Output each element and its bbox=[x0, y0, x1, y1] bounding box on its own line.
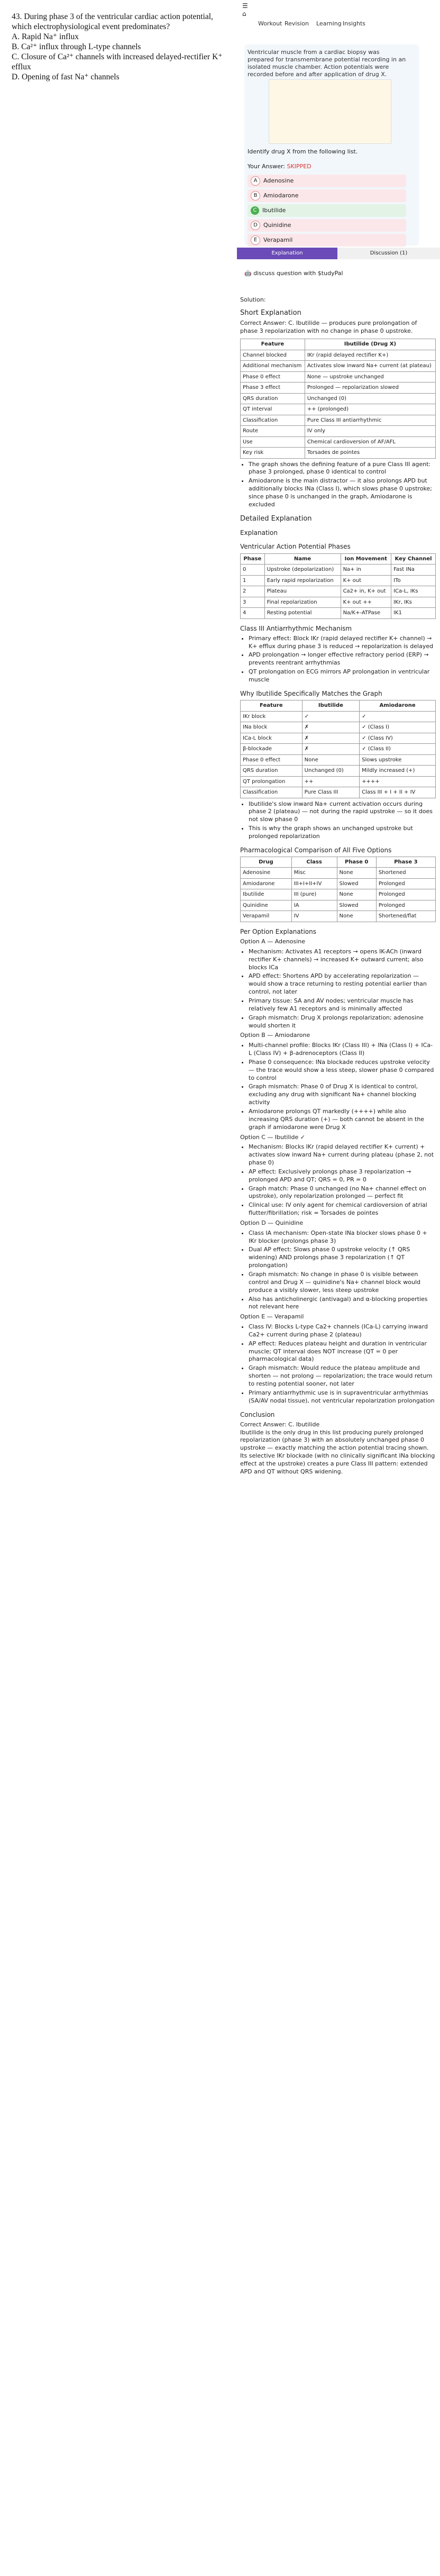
th: Ibutilide bbox=[302, 700, 360, 712]
option-label: D. bbox=[12, 72, 20, 81]
bullet: • This is why the graph shows an unchanged upstroke but prolonged repolarization bbox=[249, 825, 436, 841]
cell: 1 bbox=[241, 575, 265, 586]
cell: IK1 bbox=[391, 608, 436, 619]
cell: Na/K+-ATPase bbox=[341, 608, 391, 619]
cell: ✓ bbox=[302, 711, 360, 722]
option-d[interactable] bbox=[12, 72, 234, 82]
prompt-text bbox=[248, 49, 406, 78]
short-title: Short Explanation bbox=[240, 308, 301, 317]
home-icon[interactable]: ⌂ bbox=[242, 10, 246, 17]
option-label: B. bbox=[12, 42, 20, 51]
option-expl-title: Option D — Quinidine bbox=[240, 1219, 304, 1226]
th: Ibutilide (Drug X) bbox=[305, 339, 435, 350]
short-bullets bbox=[249, 461, 436, 509]
cell: IKr, IKs bbox=[391, 597, 436, 608]
th: Drug bbox=[241, 857, 292, 868]
bullet: • Primary effect: Block IKr (rapid delayed rectifier K+ channel) → K+ efflux during phase 3 is reduced → repolarization is delayed bbox=[249, 635, 436, 651]
th: Feature bbox=[241, 700, 302, 712]
bullet: • Amiodarone is the main distractor — it also prolongs APD but additionally blocks INa (Class I), which slows phase 0 upstroke; since phase 0 is unchanged in the graph, Amiodarone is excluded bbox=[249, 477, 436, 508]
cell: ✓ (Class I) bbox=[360, 722, 436, 733]
option-label: A. bbox=[12, 32, 20, 41]
cell: None bbox=[337, 889, 376, 900]
cell: Slowed bbox=[337, 878, 376, 889]
option-text: Rapid Na⁺ influx bbox=[21, 32, 79, 41]
your-answer bbox=[248, 163, 311, 171]
your-answer-value: SKIPPED bbox=[287, 163, 311, 170]
nav-learning[interactable]: Learning bbox=[316, 20, 342, 27]
cell: 3 bbox=[241, 597, 265, 608]
option-text: Closure of Ca²⁺ channels with increased delayed-rectifier K⁺ efflux bbox=[12, 52, 223, 71]
cell: QRS duration bbox=[241, 766, 302, 777]
cell: IA bbox=[291, 900, 337, 911]
bullet: • The graph shows the defining feature of a pure Class III agent: phase 3 prolonged, phase 0 identical to control bbox=[249, 461, 436, 477]
bullet: • QT prolongation on ECG mirrors AP prolongation in ventricular muscle bbox=[249, 668, 436, 684]
detailed-title: Detailed Explanation bbox=[240, 514, 312, 523]
bullet: • Graph match: Phase 0 unchanged (no Na+ channel effect on upstroke), only repolarization prolonged — perfect fit bbox=[249, 1185, 436, 1201]
bullet: • AP effect: Reduces plateau height and duration in ventricular muscle; QT interval does NOT increase (QT = 0 per pharmacological data) bbox=[249, 1340, 436, 1364]
th: Phase bbox=[241, 553, 265, 565]
prompt-intro: Ventricular muscle from a cardiac biopsy was prepared for transmembrane potential recording in an isolated muscle chamber. Action potentials were recorded before and after application of drug X. bbox=[248, 49, 406, 78]
option-expl-a bbox=[240, 938, 436, 1030]
option-expl-e bbox=[240, 1313, 436, 1405]
discuss-text[interactable]: discuss question with $tudyPal bbox=[253, 270, 343, 277]
cell: Misc bbox=[291, 868, 337, 879]
bullet: • Also has anticholinergic (antivagal) and α-blocking properties not relevant here bbox=[249, 1296, 436, 1312]
cell: ITo bbox=[391, 575, 436, 586]
answer-letter: B bbox=[251, 191, 260, 201]
conclusion-title: Conclusion bbox=[240, 1410, 275, 1418]
cell: IV only bbox=[305, 426, 435, 437]
th: Class bbox=[291, 857, 337, 868]
solution bbox=[240, 296, 436, 1476]
bullet: • APD prolongation → longer effective refractory period (ERP) → prevents reentrant arrhythmias bbox=[249, 651, 436, 667]
answer-letter: A bbox=[251, 176, 260, 186]
option-text: Opening of fast Na⁺ channels bbox=[21, 72, 120, 81]
bullet: • Mechanism: Blocks IKr (rapid delayed rectifier K+ current) + activates slow inward Na+ current during plateau (phase 2, not phase 0) bbox=[249, 1143, 436, 1167]
answer-text: Quinidine bbox=[263, 221, 291, 229]
cell: 4 bbox=[241, 608, 265, 619]
th: Phase 3 bbox=[376, 857, 435, 868]
per-title: Per Option Explanations bbox=[240, 927, 316, 935]
c3-title: Class III Antiarrhythmic Mechanism bbox=[240, 624, 352, 632]
cell: None — upstroke unchanged bbox=[305, 371, 435, 383]
cell: Mildly increased (+) bbox=[360, 766, 436, 777]
option-b[interactable] bbox=[12, 42, 234, 52]
vap-title: Ventricular Action Potential Phases bbox=[240, 543, 351, 551]
solution-label: Solution: bbox=[240, 296, 266, 303]
cell: Activates slow inward Na+ current (at plateau) bbox=[305, 361, 435, 372]
cell: Channel blocked bbox=[241, 350, 305, 361]
cell: Pure Class III bbox=[302, 787, 360, 798]
option-expl-title: Option B — Amiodarone bbox=[240, 1032, 310, 1039]
cell: K+ out bbox=[341, 575, 391, 586]
conclusion-answer: Correct Answer: C. Ibutilide bbox=[240, 1421, 320, 1428]
menu-icon[interactable]: ☰ bbox=[242, 2, 248, 10]
ap-trace-image bbox=[269, 79, 391, 144]
bullet: • Amiodarone prolongs QT markedly (++++) while also increasing QRS duration (+) — both cannot be absent in the graph if amiodarone were Drug X bbox=[249, 1108, 436, 1132]
answer-c[interactable] bbox=[248, 204, 406, 217]
option-expl-title: Option E — Verapamil bbox=[240, 1313, 304, 1321]
cell: Na+ in bbox=[341, 565, 391, 576]
question-block bbox=[12, 12, 234, 82]
option-expl-c bbox=[240, 1134, 436, 1217]
cell: Shortened/flat bbox=[376, 911, 435, 922]
cell: None bbox=[302, 754, 360, 766]
answer-b[interactable] bbox=[248, 189, 406, 202]
bullet: • Primary antiarrhythmic use is in supraventricular arrhythmias (SA/AV nodal tissue), not ventricular repolarization prolongation bbox=[249, 1389, 436, 1405]
option-expl-title: Option A — Adenosine bbox=[240, 938, 306, 945]
cell: Phase 0 effect bbox=[241, 754, 302, 766]
cell: β-blockade bbox=[241, 744, 302, 755]
cell: Early rapid repolarization bbox=[264, 575, 341, 586]
conclusion-text: Ibutilide is the only drug in this list producing purely prolonged repolarization (phase 3) with an absolutely unchanged phase 0 upstroke — exactly matching the action potential tracing shown. Its selective IKr blockade (with no clinically significant INa blocking effect at the upstroke) creates a pure Class III pattern: extended APD and QT without QRS widening. bbox=[240, 1428, 435, 1475]
why-table bbox=[240, 700, 436, 798]
answer-d[interactable] bbox=[248, 219, 406, 232]
cell: Shortened bbox=[376, 868, 435, 879]
cell: INa block bbox=[241, 722, 302, 733]
nav-workout[interactable]: Workout bbox=[258, 20, 282, 27]
discuss-row[interactable] bbox=[244, 270, 343, 278]
cell: ✗ bbox=[302, 733, 360, 744]
tab-explanation[interactable]: Explanation bbox=[237, 248, 337, 259]
answer-a[interactable] bbox=[248, 175, 406, 187]
top-bar bbox=[237, 0, 440, 27]
cell: Slowed bbox=[337, 900, 376, 911]
prompt-question: Identify drug X from the following list. bbox=[248, 148, 358, 155]
th: Key Channel bbox=[391, 553, 436, 565]
bullet: • Graph mismatch: Drug X prolongs repolarization; adenosine would shorten it bbox=[249, 1014, 436, 1030]
cell: Unchanged (0) bbox=[302, 766, 360, 777]
bullet: • Graph mismatch: Phase 0 of Drug X is identical to control, excluding any drug with significant Na+ channel blocking activity bbox=[249, 1083, 436, 1107]
cell: Ibutilide bbox=[241, 889, 292, 900]
cell: Prolonged — repolarization slowed bbox=[305, 383, 435, 394]
cell: ++++ bbox=[360, 776, 436, 787]
option-text: Ca²⁺ influx through L-type channels bbox=[21, 42, 141, 51]
cell: Fast INa bbox=[391, 565, 436, 576]
cell: Prolonged bbox=[376, 889, 435, 900]
cell: Class III + I + II + IV bbox=[360, 787, 436, 798]
cell: K+ out ++ bbox=[341, 597, 391, 608]
nav-revision[interactable]: Revision bbox=[285, 20, 309, 27]
cell: None bbox=[337, 868, 376, 879]
th: Ion Movement bbox=[341, 553, 391, 565]
cell: Prolonged bbox=[376, 900, 435, 911]
bullet: • Graph mismatch: No change in phase 0 is visible between control and Drug X — quinidine's Na+ channel block would produce a visibly slower, less steep upstroke bbox=[249, 1271, 436, 1295]
answer-letter: E bbox=[251, 235, 260, 245]
cell: Prolonged bbox=[376, 878, 435, 889]
cell: Plateau bbox=[264, 586, 341, 597]
cell: IKr block bbox=[241, 711, 302, 722]
bullet: • Graph mismatch: Would reduce the plateau amplitude and shorten — not prolong — repolarization; the trace would return to resting potential sooner, not later bbox=[249, 1364, 436, 1388]
why-bullets bbox=[249, 800, 436, 841]
tabs bbox=[237, 248, 440, 259]
option-c[interactable] bbox=[12, 52, 234, 72]
cell: Resting potential bbox=[264, 608, 341, 619]
study-pane bbox=[237, 0, 440, 2576]
cell: QT interval bbox=[241, 404, 305, 415]
bullet: • Multi-channel profile: Blocks IKr (Class III) + INa (Class I) + ICa-L (Class IV) + β-adrenoceptors (Class II) bbox=[249, 1042, 436, 1058]
answer-letter: C bbox=[251, 206, 259, 215]
cell: 2 bbox=[241, 586, 265, 597]
cell: ++ bbox=[302, 776, 360, 787]
cell: Additional mechanism bbox=[241, 361, 305, 372]
option-a[interactable] bbox=[12, 32, 234, 42]
cell: Chemical cardioversion of AF/AFL bbox=[305, 436, 435, 448]
cell: Verapamil bbox=[241, 911, 292, 922]
answer-text: Verapamil bbox=[263, 236, 293, 243]
answer-e[interactable] bbox=[248, 234, 406, 247]
cell: Final repolarization bbox=[264, 597, 341, 608]
question-stem: 43. During phase 3 of the ventricular cardiac action potential, which electrophysiological event predominates? bbox=[12, 12, 213, 31]
th: Feature bbox=[241, 339, 305, 350]
cell: Unchanged (0) bbox=[305, 393, 435, 404]
cell: Pure Class III antiarrhythmic bbox=[305, 415, 435, 426]
cell: 0 bbox=[241, 565, 265, 576]
cell: ✓ (Class II) bbox=[360, 744, 436, 755]
cell: Use bbox=[241, 436, 305, 448]
answer-letter: D bbox=[251, 221, 260, 230]
answer-text: Adenosine bbox=[263, 177, 294, 184]
cell: ✓ (Class IV) bbox=[360, 733, 436, 744]
tab-discussion[interactable]: Discussion (1) bbox=[337, 248, 440, 259]
your-answer-label: Your Answer: bbox=[248, 163, 286, 170]
answer-text: Ibutilide bbox=[262, 206, 286, 214]
cell: ✗ bbox=[302, 722, 360, 733]
cell: III+I+II+IV bbox=[291, 878, 337, 889]
nav-insights[interactable]: Insights bbox=[343, 20, 366, 27]
bullet: • Dual AP effect: Slows phase 0 upstroke velocity (↑ QRS widening) AND prolongs phase 3 repolarization (↑ QT prolongation) bbox=[249, 1246, 436, 1270]
cell: Upstroke (depolarization) bbox=[264, 565, 341, 576]
bullet: • Class IV: Blocks L-type Ca2+ channels (ICa-L) carrying inward Ca2+ current during phase 2 (plateau) bbox=[249, 1323, 436, 1339]
cell: Slows upstroke bbox=[360, 754, 436, 766]
bot-icon: 🤖 bbox=[244, 270, 252, 277]
option-label: C. bbox=[12, 52, 20, 61]
bullet: • Primary tissue: SA and AV nodes; ventricular muscle has relatively few A1 receptors and is minimally affected bbox=[249, 997, 436, 1013]
cell: Quinidine bbox=[241, 900, 292, 911]
cell: ICa-L block bbox=[241, 733, 302, 744]
cell: IKr (rapid delayed rectifier K+) bbox=[305, 350, 435, 361]
vap-table bbox=[240, 553, 436, 619]
cell: Key risk bbox=[241, 448, 305, 459]
bullet: • Mechanism: Activates A1 receptors → opens IK-ACh (inward rectifier K+ channels) → increased K+ outward current; also blocks ICa bbox=[249, 948, 436, 972]
bullet: • Clinical use: IV only agent for chemical cardioversion of atrial flutter/fibrillation; risk = Torsades de pointes bbox=[249, 1201, 436, 1217]
explanation-label: Explanation bbox=[240, 529, 278, 537]
pharm-title: Pharmacological Comparison of All Five Options bbox=[240, 846, 392, 854]
option-expl-title: Option C — Ibutilide ✓ bbox=[240, 1133, 306, 1141]
cell: ✓ bbox=[360, 711, 436, 722]
cell: ICa-L, IKs bbox=[391, 586, 436, 597]
cell: III (pure) bbox=[291, 889, 337, 900]
bullet: • Class IA mechanism: Open-state INa blocker slows phase 0 + IKr blocker (prolongs phase 3) bbox=[249, 1230, 436, 1245]
cell: Adenosine bbox=[241, 868, 292, 879]
cell: Classification bbox=[241, 787, 302, 798]
th: Phase 0 bbox=[337, 857, 376, 868]
bullet: • AP effect: Exclusively prolongs phase 3 repolarization → prolonged APD and QT; QRS = 0, PR = 0 bbox=[249, 1168, 436, 1184]
short-answer: Correct Answer: C. Ibutilide — produces pure prolongation of phase 3 repolarization with no change in phase 0 upstroke. bbox=[240, 320, 417, 335]
cell: Amiodarone bbox=[241, 878, 292, 889]
cell: Classification bbox=[241, 415, 305, 426]
cell: Route bbox=[241, 426, 305, 437]
option-expl-b bbox=[240, 1032, 436, 1131]
cell: QT prolongation bbox=[241, 776, 302, 787]
th: Name bbox=[264, 553, 341, 565]
pharm-table bbox=[240, 857, 436, 922]
cell: Torsades de pointes bbox=[305, 448, 435, 459]
cell: Phase 0 effect bbox=[241, 371, 305, 383]
cell: IV bbox=[291, 911, 337, 922]
cell: QRS duration bbox=[241, 393, 305, 404]
bullet: • Ibutilide's slow inward Na+ current activation occurs during phase 2 (plateau) — not during the rapid upstroke — so it does not slow phase 0 bbox=[249, 800, 436, 824]
bullet: • Phase 0 consequence: INa blockade reduces upstroke velocity — the trace would show a less steep, slower phase 0 compared to control bbox=[249, 1059, 436, 1082]
answer-text: Amiodarone bbox=[263, 192, 299, 199]
cell: Ca2+ in, K+ out bbox=[341, 586, 391, 597]
option-expl-d bbox=[240, 1219, 436, 1311]
why-title: Why Ibutilide Specifically Matches the Graph bbox=[240, 689, 382, 697]
short-table bbox=[240, 339, 436, 459]
c3-bullets bbox=[249, 635, 436, 684]
cell: None bbox=[337, 911, 376, 922]
bullet: • APD effect: Shortens APD by accelerating repolarization — would show a trace returning to resting potential earlier than control, not later bbox=[249, 972, 436, 996]
cell: ++ (prolonged) bbox=[305, 404, 435, 415]
th: Amiodarone bbox=[360, 700, 436, 712]
cell: ✗ bbox=[302, 744, 360, 755]
cell: Phase 3 effect bbox=[241, 383, 305, 394]
